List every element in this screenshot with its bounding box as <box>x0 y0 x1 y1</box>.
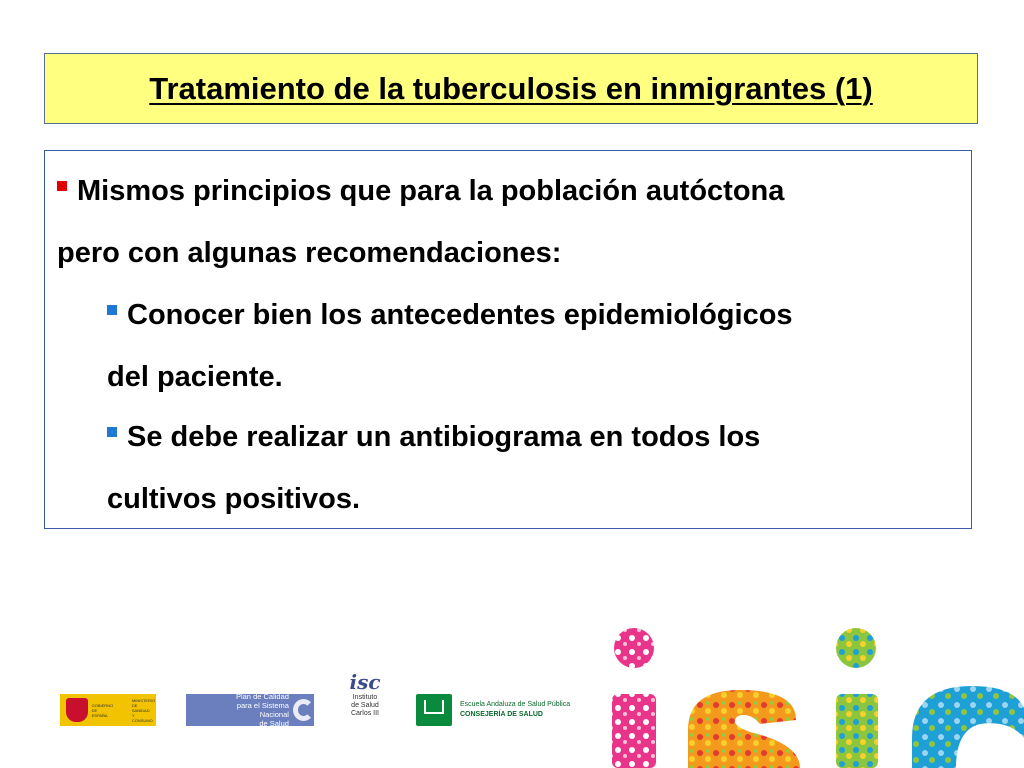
bullet-sub-1 <box>107 299 793 332</box>
isic-i-stem <box>612 694 656 768</box>
easp-logo-text <box>460 700 570 720</box>
junta-arch-icon <box>424 700 444 714</box>
gob-text-5: Y CONSUMO <box>131 712 153 723</box>
junta-andalucia-logo <box>416 694 452 726</box>
isciii-text-2: de Salud <box>351 702 379 709</box>
gob-text-1: GOBIERNO <box>91 702 114 708</box>
isic-s-letter <box>688 690 800 768</box>
gobierno-espana-logo <box>60 694 156 726</box>
bullet-sub-1-text-2: del paciente. <box>107 361 283 393</box>
bullet-main-continuation <box>57 237 561 270</box>
bullet-sub-2-text-1: Se debe realizar un antibiograma en todos los <box>127 421 761 453</box>
content-box <box>44 150 972 529</box>
coat-of-arms-icon <box>66 698 88 722</box>
blue-square-bullet-icon <box>107 305 117 315</box>
gob-text-4: DE SANIDAD <box>131 702 150 713</box>
bullet-sub-2-continuation <box>107 483 360 516</box>
isic-c-letter <box>912 686 1024 768</box>
gob-text-3: MINISTERIO <box>131 697 156 703</box>
isciii-text-1: Instituto <box>352 694 378 701</box>
plan-text-1: Plan de Calidad <box>235 692 289 701</box>
bullet-main <box>57 175 784 208</box>
bullet-sub-2-text-2: cultivos positivos. <box>107 483 360 515</box>
plan-text-2: para el Sistema Nacional <box>236 701 289 719</box>
easp-text-1: Escuela Andaluza de Salud Pública <box>460 701 571 708</box>
plan-c-mark-icon <box>293 699 314 721</box>
slide-title-box <box>44 53 978 124</box>
slide-title: Tratamiento de la tuberculosis en inmigrantes (1) <box>149 70 873 106</box>
isciii-text-3: Carlos III <box>350 710 379 717</box>
gob-text-2: DE ESPAÑA <box>91 707 108 718</box>
isciii-logo <box>340 670 390 730</box>
bullet-sub-1-text-1: Conocer bien los antecedentes epidemiológicos <box>127 299 793 331</box>
bullet-main-text-1: Mismos principios que para la población autóctona <box>77 175 785 207</box>
red-square-bullet-icon <box>57 181 67 191</box>
isic-i-dot <box>614 628 654 668</box>
isic-i2-stem <box>836 694 878 768</box>
isciii-mark: isc <box>349 670 381 694</box>
isic-i2-dot <box>836 628 876 668</box>
isic-brand-graphic <box>600 620 1024 768</box>
bullet-sub-1-continuation <box>107 361 283 394</box>
bullet-sub-2 <box>107 421 760 454</box>
plan-text-3: de Salud <box>259 719 289 728</box>
bullet-main-text-2: pero con algunas recomendaciones: <box>57 237 562 269</box>
easp-text-2: CONSEJERÍA DE SALUD <box>460 711 543 718</box>
plan-calidad-logo <box>186 694 314 726</box>
blue-square-bullet-icon <box>107 427 117 437</box>
